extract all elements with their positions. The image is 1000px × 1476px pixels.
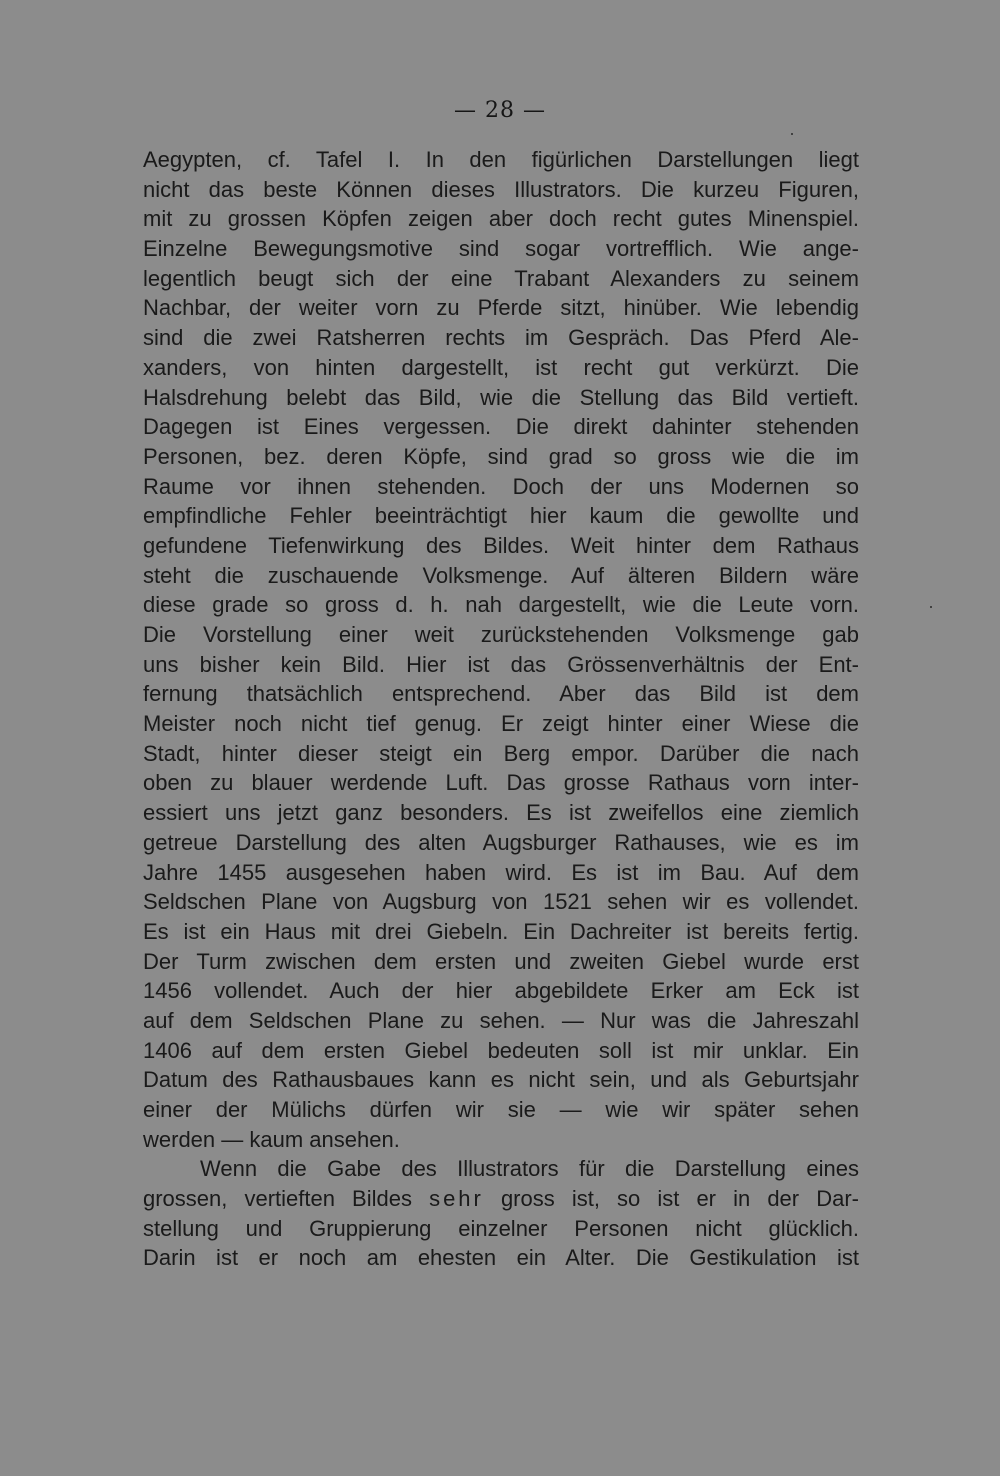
text-line: Einzelne Bewegungsmotive sind sogar vortrefflich. Wie ange- bbox=[143, 236, 859, 262]
text-line: Seldschen Plane von Augsburg von 1521 sehen wir es vollendet. bbox=[143, 889, 859, 915]
text-line: legentlich beugt sich der eine Trabant Alexanders zu seinem bbox=[143, 265, 859, 291]
paragraph-1 bbox=[143, 145, 859, 1154]
scan-speck bbox=[791, 133, 793, 135]
text-line: Aegypten, cf. Tafel I. In den figürlichen Darstellungen liegt bbox=[143, 147, 859, 172]
text-line: einer der Mülichs dürfen wir sie — wie wir später sehen bbox=[143, 1097, 859, 1122]
text-line: essiert uns jetzt ganz besonders. Es ist zweifellos eine ziemlich bbox=[143, 800, 859, 826]
text-line: oben zu blauer werdende Luft. Das grosse Rathaus vorn inter- bbox=[143, 770, 859, 796]
text-line: gefundene Tiefenwirkung des Bildes. Weit hinter dem Rathaus bbox=[143, 532, 859, 558]
text-line: 1456 vollendet. Auch der hier abgebildete Erker am Eck ist bbox=[143, 978, 859, 1004]
spaced-emphasis: sehr bbox=[429, 1186, 484, 1212]
text-line: Meister noch nicht tief genug. Er zeigt hinter einer Wiese die bbox=[143, 711, 859, 737]
text-line: Der Turm zwischen dem ersten und zweiten Giebel wurde erst bbox=[143, 948, 859, 974]
page-number: — 28 — bbox=[454, 98, 546, 123]
text-line: Jahre 1455 ausgesehen haben wird. Es ist im Bau. Auf dem bbox=[143, 859, 859, 885]
text-line: diese grade so gross d. h. nah dargestellt, wie die Leute vorn. bbox=[143, 592, 859, 618]
text-line: stellung und Gruppierung einzelner Personen nicht glücklich. bbox=[143, 1215, 859, 1241]
text-line: Personen, bez. deren Köpfe, sind grad so gross wie die im bbox=[143, 443, 859, 469]
text-line: 1406 auf dem ersten Giebel bedeuten soll ist mir unklar. Ein bbox=[143, 1037, 859, 1063]
text-line: Die Vorstellung einer weit zurückstehenden Volksmenge gab bbox=[143, 622, 859, 647]
text-line: uns bisher kein Bild. Hier ist das Grössenverhältnis der Ent- bbox=[143, 651, 859, 677]
text-line: getreue Darstellung des alten Augsburger Rathauses, wie es im bbox=[143, 829, 859, 855]
text-line bbox=[143, 1184, 859, 1214]
text-line: nicht das beste Können dieses Illustrators. Die kurzeu Figuren, bbox=[143, 176, 859, 202]
text-line: Stadt, hinter dieser steigt ein Berg empor. Darüber die nach bbox=[143, 740, 859, 766]
text-line: werden — kaum ansehen. bbox=[143, 1126, 400, 1152]
text-line: mit zu grossen Köpfen zeigen aber doch recht gutes Minenspiel. bbox=[143, 206, 859, 232]
body-text bbox=[143, 145, 859, 1273]
text-line: Halsdrehung belebt das Bild, wie die Stellung das Bild vertieft. bbox=[143, 384, 859, 410]
text-line: Nachbar, der weiter vorn zu Pferde sitzt, hinüber. Wie lebendig bbox=[143, 295, 859, 321]
text-line: sind die zwei Ratsherren rechts im Gespräch. Das Pferd Ale- bbox=[143, 325, 859, 351]
text-line: fernung thatsächlich entsprechend. Aber das Bild ist dem bbox=[143, 681, 859, 707]
text-line: Dagegen ist Eines vergessen. Die direkt dahinter stehenden bbox=[143, 414, 859, 440]
text-line: auf dem Seldschen Plane zu sehen. — Nur was die Jahreszahl bbox=[143, 1007, 859, 1033]
text-line: Es ist ein Haus mit drei Giebeln. Ein Dachreiter ist bereits fertig. bbox=[143, 918, 859, 944]
text-line: steht die zuschauende Volksmenge. Auf älteren Bildern wäre bbox=[143, 562, 859, 588]
text-line: Datum des Rathausbaues kann es nicht sein, und als Geburtsjahr bbox=[143, 1067, 859, 1093]
text-line: Wenn die Gabe des Illustrators für die Darstellung eines bbox=[200, 1156, 859, 1182]
text-line: empfindliche Fehler beeinträchtigt hier kaum die gewollte und bbox=[143, 503, 859, 529]
text-line: xanders, von hinten dargestellt, ist recht gut verkürzt. Die bbox=[143, 354, 859, 380]
paragraph-2 bbox=[143, 1154, 859, 1273]
text-fragment: grossen, vertieften Bildes bbox=[143, 1186, 430, 1212]
text-fragment: gross ist, so ist er in der Dar- bbox=[483, 1186, 859, 1212]
scan-speck bbox=[930, 606, 932, 608]
text-line: Raume vor ihnen stehenden. Doch der uns Modernen so bbox=[143, 473, 859, 499]
text-line: Darin ist er noch am ehesten ein Alter. Die Gestikulation ist bbox=[143, 1245, 859, 1271]
